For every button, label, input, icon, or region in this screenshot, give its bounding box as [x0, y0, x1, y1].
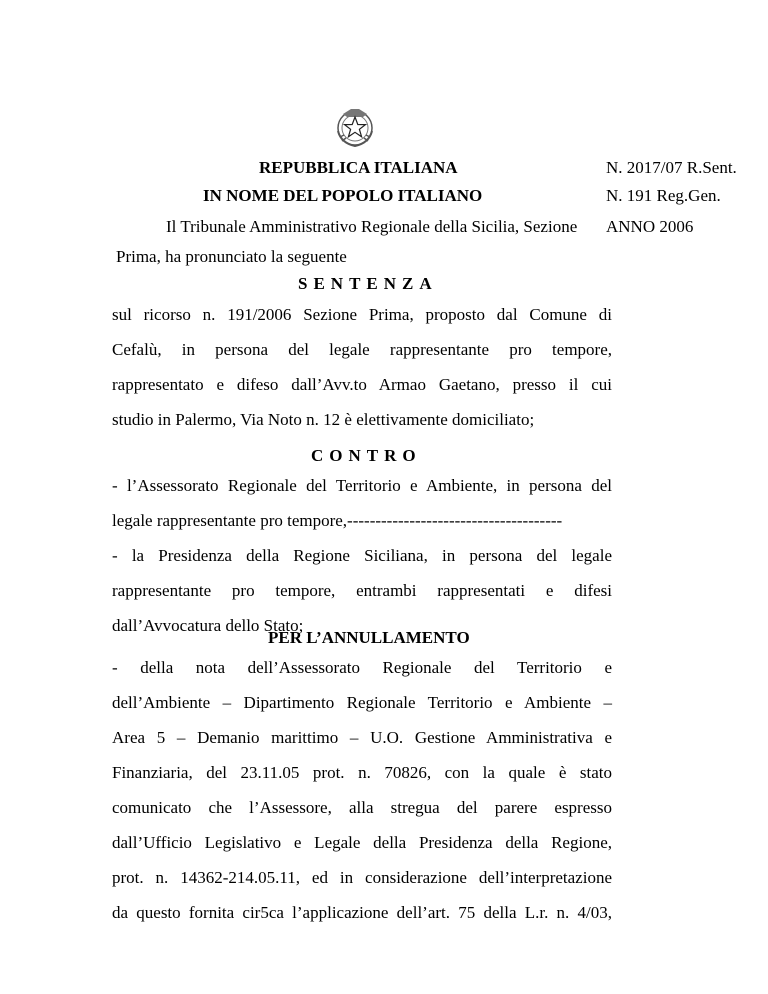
sentence-number: N. 2017/07 R.Sent.: [606, 158, 737, 177]
text-line: comunicato che l’Assessore, alla stregua del parere espresso: [112, 798, 612, 817]
text-line: Cefalù, in persona del legale rappresentante pro tempore,: [112, 340, 612, 359]
text-line: sul ricorso n. 191/2006 Sezione Prima, proposto dal Comune di: [112, 305, 612, 324]
intro-line-1: Il Tribunale Amministrativo Regionale della Sicilia, Sezione: [166, 217, 578, 236]
text-line: Finanziaria, del 23.11.05 prot. n. 70826, con la quale è stato: [112, 763, 612, 782]
text-line: - l’Assessorato Regionale del Territorio e Ambiente, in persona del: [112, 476, 612, 495]
text-line: rappresentante pro tempore, entrambi rappresentati e difesi: [112, 581, 612, 600]
text-line: - la Presidenza della Regione Siciliana, in persona del legale: [112, 546, 612, 565]
text-line: Area 5 – Demanio marittimo – U.O. Gestione Amministrativa e: [112, 728, 612, 747]
register-number: N. 191 Reg.Gen.: [606, 186, 721, 205]
intro-line-2: Prima, ha pronunciato la seguente: [116, 247, 347, 266]
document-title: REPUBBLICA ITALIANA: [259, 158, 458, 177]
sentenza-heading: SENTENZA: [298, 274, 438, 293]
text-line: da questo fornita cir5ca l’applicazione dell’art. 75 della L.r. n. 4/03,: [112, 903, 612, 922]
text-line: dall’Ufficio Legislativo e Legale della Presidenza della Regione,: [112, 833, 612, 852]
text-line: - della nota dell’Assessorato Regionale del Territorio e: [112, 658, 612, 677]
text-line: dell’Ambiente – Dipartimento Regionale Territorio e Ambiente –: [112, 693, 612, 712]
italian-republic-emblem-icon: [331, 103, 379, 151]
annullamento-paragraph: [112, 650, 612, 930]
text-line: prot. n. 14362-214.05.11, ed in considerazione dell’interpretazione: [112, 868, 612, 887]
annullamento-heading: PER L’ANNULLAMENTO: [268, 628, 470, 647]
text-line: dall’Avvocatura dello Stato;: [112, 616, 304, 635]
contro-heading: CONTRO: [311, 446, 422, 465]
year-label: ANNO 2006: [606, 217, 694, 236]
contro-paragraph: [112, 468, 612, 643]
text-line: legale rappresentante pro tempore,--------------------------------------: [112, 511, 563, 530]
text-line: studio in Palermo, Via Noto n. 12 è elettivamente domiciliato;: [112, 410, 535, 429]
document-subtitle: IN NOME DEL POPOLO ITALIANO: [203, 186, 483, 205]
text-line: rappresentato e difeso dall’Avv.to Armao Gaetano, presso il cui: [112, 375, 612, 394]
ricorso-paragraph: [112, 297, 612, 437]
